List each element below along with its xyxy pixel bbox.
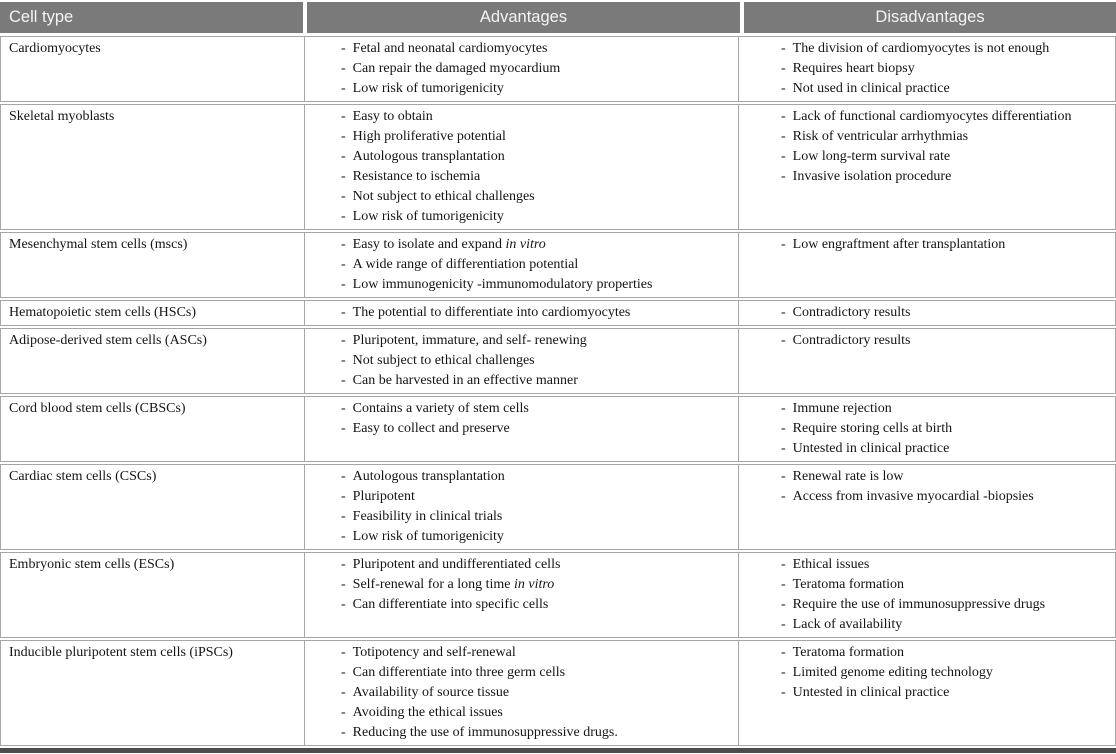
bullet-dash: - <box>341 401 346 416</box>
bullet-dash: - <box>341 665 346 680</box>
advantages-cell <box>304 641 738 745</box>
bullet-dash: - <box>781 169 786 184</box>
table-row <box>0 104 1116 230</box>
bullet-dash: - <box>341 685 346 700</box>
disadvantages-cell <box>738 641 1115 745</box>
list-item: - Immune rejection <box>781 401 892 416</box>
cell-type-cell: Mesenchymal stem cells (mscs) <box>9 237 188 252</box>
list-item: - Low long-term survival rate <box>781 149 951 164</box>
bullet-dash: - <box>781 645 786 660</box>
list-item: - Low engraftment after transplantation <box>781 237 1006 252</box>
list-item: - Access from invasive myocardial -biopsies <box>781 489 1034 504</box>
list-item: - High proliferative potential <box>341 129 506 144</box>
bullet-dash: - <box>781 469 786 484</box>
table-body <box>0 36 1116 746</box>
bullet-dash: - <box>341 189 346 204</box>
bullet-dash: - <box>341 237 346 252</box>
list-item: - Requires heart biopsy <box>781 61 915 76</box>
table-row <box>0 396 1116 462</box>
bullet-dash: - <box>341 557 346 572</box>
table-bottom-rule <box>0 748 1116 753</box>
list-item: - Pluripotent <box>341 489 415 504</box>
bullet-dash: - <box>781 577 786 592</box>
list-item: - Invasive isolation procedure <box>781 169 952 184</box>
bullet-dash: - <box>341 353 346 368</box>
bullet-dash: - <box>781 597 786 612</box>
list-item: - Renewal rate is low <box>781 469 904 484</box>
column-header-advantages: Advantages <box>307 2 740 33</box>
bullet-dash: - <box>341 333 346 348</box>
disadvantages-cell <box>738 37 1115 101</box>
list-item: - Can differentiate into specific cells <box>341 597 549 612</box>
bullet-dash: - <box>781 489 786 504</box>
advantages-cell <box>304 397 738 461</box>
bullet-dash: - <box>781 421 786 436</box>
list-item: - Easy to isolate and expand in vitro <box>341 237 546 252</box>
bullet-dash: - <box>341 257 346 272</box>
bullet-dash: - <box>341 645 346 660</box>
bullet-dash: - <box>341 529 346 544</box>
list-item: - Availability of source tissue <box>341 685 510 700</box>
list-item: - Lack of availability <box>781 617 903 632</box>
bullet-dash: - <box>341 597 346 612</box>
bullet-dash: - <box>781 149 786 164</box>
cell-type-cell: Hematopoietic stem cells (HSCs) <box>9 305 197 320</box>
table-row <box>0 640 1116 746</box>
bullet-dash: - <box>341 725 346 740</box>
advantages-cell <box>304 301 738 325</box>
italic-term: in vitro <box>505 237 546 252</box>
list-item: - Not used in clinical practice <box>781 81 950 96</box>
list-item: - Pluripotent, immature, and self- renewing <box>341 333 587 348</box>
bullet-dash: - <box>341 149 346 164</box>
bullet-dash: - <box>781 617 786 632</box>
list-item: - Low immunogenicity -immunomodulatory properties <box>341 277 653 292</box>
bullet-dash: - <box>781 441 786 456</box>
bullet-dash: - <box>341 277 346 292</box>
bullet-dash: - <box>781 61 786 76</box>
list-item: - Low risk of tumorigenicity <box>341 529 504 544</box>
bullet-dash: - <box>341 421 346 436</box>
list-item: - Reducing the use of immunosuppressive drugs. <box>341 725 618 740</box>
list-item: - Low risk of tumorigenicity <box>341 81 504 96</box>
list-item: - Teratoma formation <box>781 577 905 592</box>
advantages-cell <box>304 329 738 393</box>
bullet-dash: - <box>341 469 346 484</box>
list-item: - Contains a variety of stem cells <box>341 401 529 416</box>
column-header-disadvantages: Disadvantages <box>744 2 1116 33</box>
list-item: - Self-renewal for a long time in vitro <box>341 577 555 592</box>
list-item: - Can be harvested in an effective manner <box>341 373 578 388</box>
bullet-dash: - <box>781 401 786 416</box>
table-row <box>0 552 1116 638</box>
bullet-dash: - <box>781 305 786 320</box>
list-item: - Low risk of tumorigenicity <box>341 209 504 224</box>
bullet-dash: - <box>341 41 346 56</box>
table-row <box>0 232 1116 298</box>
cell-type-cell: Adipose-derived stem cells (ASCs) <box>9 333 207 348</box>
advantages-cell <box>304 553 738 637</box>
disadvantages-cell <box>738 105 1115 229</box>
table-header-row <box>0 2 1116 33</box>
list-item: - Contradictory results <box>781 305 911 320</box>
disadvantages-cell <box>738 233 1115 297</box>
list-item: - Can differentiate into three germ cells <box>341 665 566 680</box>
bullet-dash: - <box>341 705 346 720</box>
list-item: - Easy to collect and preserve <box>341 421 510 436</box>
list-item: - Require the use of immunosuppressive drugs <box>781 597 1046 612</box>
table-row <box>0 464 1116 550</box>
bullet-dash: - <box>341 129 346 144</box>
list-item: - Feasibility in clinical trials <box>341 509 503 524</box>
list-item: - Untested in clinical practice <box>781 441 950 456</box>
bullet-dash: - <box>341 61 346 76</box>
bullet-dash: - <box>341 81 346 96</box>
list-item: - Autologous transplantation <box>341 149 505 164</box>
table-row <box>0 300 1116 326</box>
list-item: - Risk of ventricular arrhythmias <box>781 129 969 144</box>
italic-term: in vitro <box>514 577 555 592</box>
list-item: - Totipotency and self-renewal <box>341 645 516 660</box>
bullet-dash: - <box>341 109 346 124</box>
list-item: - Contradictory results <box>781 333 911 348</box>
list-item: - Untested in clinical practice <box>781 685 950 700</box>
bullet-dash: - <box>781 685 786 700</box>
disadvantages-cell <box>738 553 1115 637</box>
list-item: - Not subject to ethical challenges <box>341 353 535 368</box>
bullet-dash: - <box>781 81 786 96</box>
list-item: - Resistance to ischemia <box>341 169 481 184</box>
bullet-dash: - <box>781 109 786 124</box>
bullet-dash: - <box>781 333 786 348</box>
list-item: - Limited genome editing technology <box>781 665 993 680</box>
disadvantages-cell <box>738 397 1115 461</box>
list-item: - The potential to differentiate into cardiomyocytes <box>341 305 631 320</box>
disadvantages-cell <box>738 329 1115 393</box>
bullet-dash: - <box>781 129 786 144</box>
advantages-cell <box>304 233 738 297</box>
advantages-cell <box>304 37 738 101</box>
disadvantages-cell <box>738 301 1115 325</box>
list-item: - Ethical issues <box>781 557 870 572</box>
list-item: - The division of cardiomyocytes is not enough <box>781 41 1050 56</box>
cell-type-cell: Embryonic stem cells (ESCs) <box>9 557 175 572</box>
list-item: - Not subject to ethical challenges <box>341 189 535 204</box>
cell-type-cell: Cord blood stem cells (CBSCs) <box>9 401 186 416</box>
list-item: - A wide range of differentiation potential <box>341 257 579 272</box>
bullet-dash: - <box>781 665 786 680</box>
advantages-cell <box>304 465 738 549</box>
list-item: - Fetal and neonatal cardiomyocytes <box>341 41 548 56</box>
list-item: - Lack of functional cardiomyocytes differentiation <box>781 109 1072 124</box>
bullet-dash: - <box>341 305 346 320</box>
bullet-dash: - <box>341 209 346 224</box>
list-item: - Autologous transplantation <box>341 469 505 484</box>
list-item: - Avoiding the ethical issues <box>341 705 503 720</box>
cell-type-cell: Inducible pluripotent stem cells (iPSCs) <box>9 645 233 660</box>
bullet-dash: - <box>341 489 346 504</box>
bullet-dash: - <box>341 509 346 524</box>
bullet-dash: - <box>341 373 346 388</box>
cell-type-cell: Cardiomyocytes <box>9 41 101 56</box>
list-item: - Pluripotent and undifferentiated cells <box>341 557 561 572</box>
advantages-cell <box>304 105 738 229</box>
disadvantages-cell <box>738 465 1115 549</box>
list-item: - Can repair the damaged myocardium <box>341 61 561 76</box>
list-item: - Require storing cells at birth <box>781 421 953 436</box>
bullet-dash: - <box>781 41 786 56</box>
bullet-dash: - <box>341 169 346 184</box>
cell-type-cell: Skeletal myoblasts <box>9 109 115 124</box>
bullet-dash: - <box>341 577 346 592</box>
cell-type-cell: Cardiac stem cells (CSCs) <box>9 469 157 484</box>
column-header-cell-type: Cell type <box>0 2 303 33</box>
table-row <box>0 36 1116 102</box>
bullet-dash: - <box>781 557 786 572</box>
table-row <box>0 328 1116 394</box>
list-item: - Teratoma formation <box>781 645 905 660</box>
list-item: - Easy to obtain <box>341 109 433 124</box>
bullet-dash: - <box>781 237 786 252</box>
